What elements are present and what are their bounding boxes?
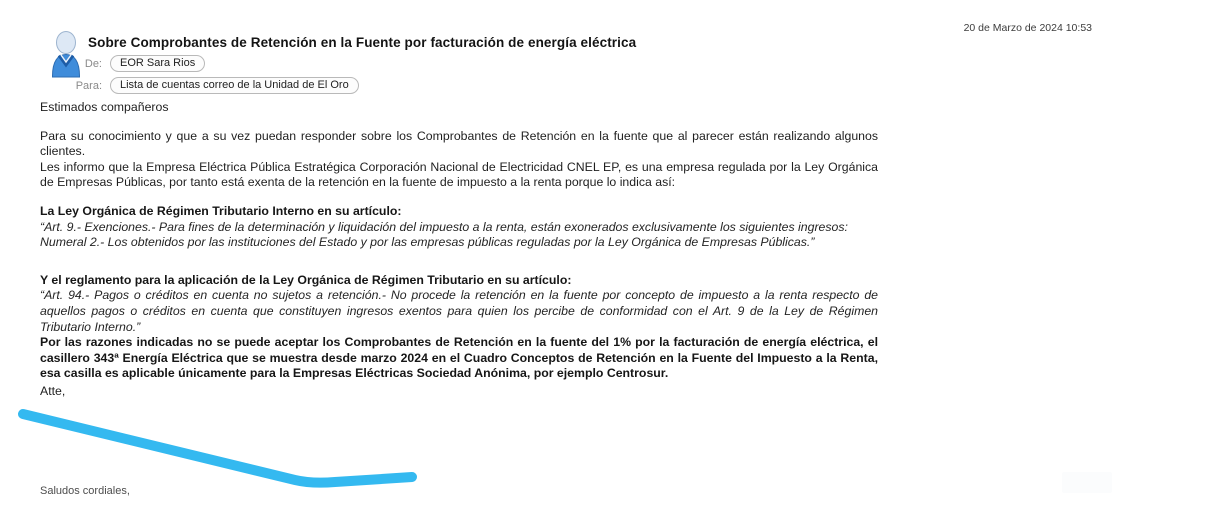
to-label: Para: <box>75 79 102 92</box>
greeting-line: Estimados compañeros <box>40 100 169 114</box>
paragraph-razones: Por las razones indicadas no se puede aceptar los Comprobantes de Retención en la fuente del 1% por la facturación de energía eléctrica, el casillero 343ª Energía Eléctrica que se muestra desde marzo 2024 en el Cuadro Conceptos de Retención en la Fuente del Impuesto a la Renta, esa casilla es aplicable únicamente para la Empresas Eléctricas Sociedad Anónima, por ejemplo Centrosur. <box>40 335 878 381</box>
closing-line: Saludos cordiales, <box>40 485 130 497</box>
from-recipient-pill[interactable]: EOR Sara Rios <box>110 55 205 72</box>
email-subject: Sobre Comprobantes de Retención en la Fuente por facturación de energía eléctrica <box>88 35 637 50</box>
faint-artifact <box>1062 472 1112 493</box>
to-recipient-pill[interactable]: Lista de cuentas correo de la Unidad de El Oro <box>110 77 359 94</box>
atte-line: Atte, <box>40 383 66 398</box>
quote-art9: “Art. 9.- Exenciones.- Para fines de la determinación y liquidación del impuesto a la renta, están exonerados exclusivamente los siguientes ingresos: <box>40 219 848 234</box>
heading-reglamento: Y el reglamento para la aplicación de la Ley Orgánica de Régimen Tributario en su artículo: <box>40 272 572 287</box>
quote-art94: “Art. 94.- Pagos o créditos en cuenta no sujetos a retención.- No procede la retención en la fuente por concepto de impuesto a la renta respecto de aquellos pagos o créditos en cuenta que constituyen ingresos exentos para quien los percibe de conformidad con el Art. 9 de la Ley de Régimen Tributario Interno.” <box>40 288 878 334</box>
paragraph-informo: Les informo que la Empresa Eléctrica Pública Estratégica Corporación Nacional de Electricidad CNEL EP, es una empresa regulada por la Ley Orgánica de Empresas Públicas, por tanto está exenta de la retención en la fuente de impuesto a la renta porque lo indica así: <box>40 159 878 190</box>
to-row <box>58 77 359 94</box>
heading-ley-organica: La Ley Orgánica de Régimen Tributario Interno en su artículo: <box>40 203 402 218</box>
from-label: De: <box>84 57 102 70</box>
email-body <box>40 100 878 400</box>
paragraph-conocimiento: Para su conocimiento y que a su vez puedan responder sobre los Comprobantes de Retención en la fuente que al parecer están realizando algunos clientes. <box>40 128 878 159</box>
email-sent-date: 20 de Marzo de 2024 10:53 <box>963 22 1092 34</box>
quote-numeral2: Numeral 2.- Los obtenidos por las instituciones del Estado y por las empresas públicas reguladas por la Ley Orgánica de Empresas Públicas.” <box>40 235 815 250</box>
from-row <box>58 55 205 72</box>
